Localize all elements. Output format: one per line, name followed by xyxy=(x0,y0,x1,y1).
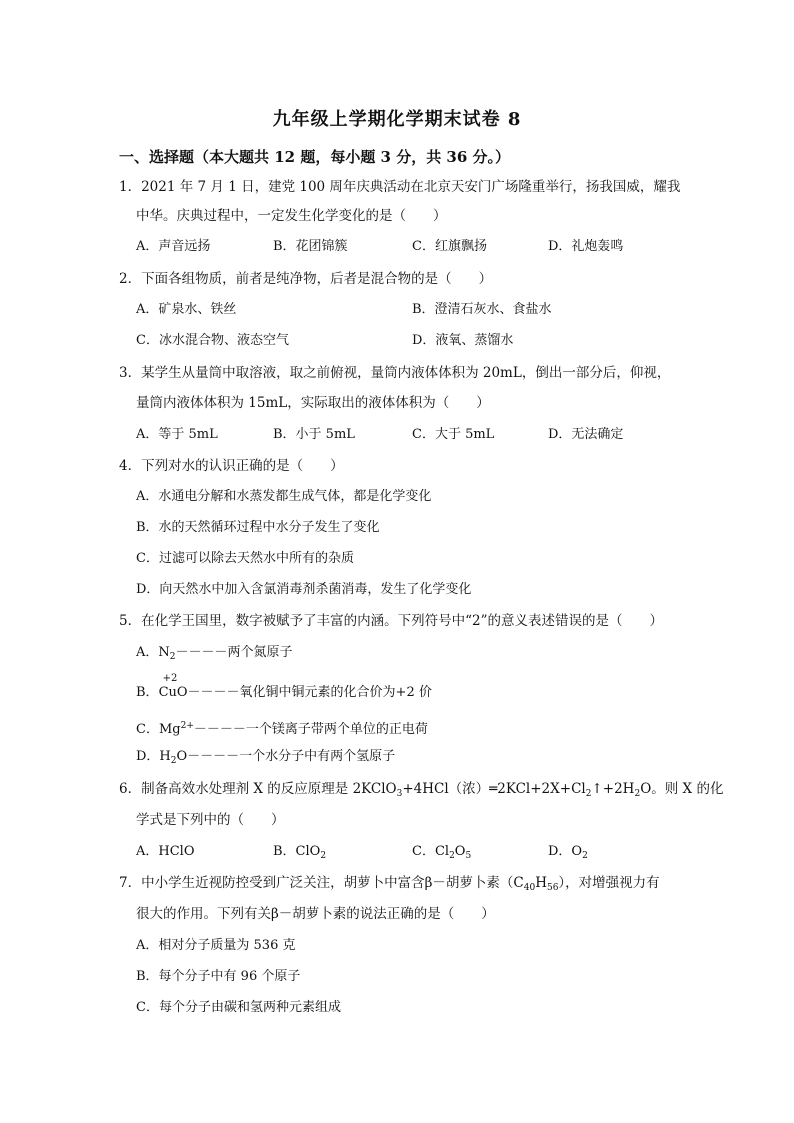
question-4-option-a: A．水通电分解和水蒸发都生成气体，都是化学变化 xyxy=(136,489,432,504)
question-3-option-b: B．小于 5mL xyxy=(273,427,355,442)
question-1-option-b: B．花团锦簇 xyxy=(273,239,348,254)
question-6-option-d: D．$O_2$ xyxy=(548,844,588,861)
question-4-option-d: D．向天然水中加入含氯消毒剂杀菌消毒，发生了化学变化 xyxy=(136,582,472,597)
question-6-line-1: 6．制备高效水处理剂 X 的反应原理是 2KClO$_3$+4HCl（浓）$═2KCl+2X+Cl_2↑+2H_2O$。则 X 的化 xyxy=(119,781,724,799)
question-1-line-2: 中华。庆典过程中，一定发生化学变化的是（ ） xyxy=(136,208,447,224)
question-6-option-b: B．ClO$_2$ xyxy=(273,844,327,861)
question-2-option-c: C．冰水混合物、液态空气 xyxy=(136,333,289,348)
question-3-line-1: 3．某学生从量筒中取溶液，取之前俯视，量筒内液体体积为 20mL，倒出一部分后，仰视， xyxy=(119,365,671,381)
question-5-option-a: A．$N_2----$两个氮原子 xyxy=(136,645,293,662)
question-3-line-2: 量筒内液体体积为 15mL，实际取出的液体体积为（ ） xyxy=(136,395,490,411)
question-3-option-c: C．大于 5mL xyxy=(412,427,495,442)
page-title: 九年级上学期化学期末试卷 8 xyxy=(272,109,522,130)
question-1-option-d: D．礼炮轰鸣 xyxy=(548,239,624,254)
question-5-option-c: C．$Mg^{2+}----$一个镁离子带两个单位的正电荷 xyxy=(136,721,428,737)
question-7-option-a: A．相对分子质量为 536 克 xyxy=(136,938,296,953)
question-1-option-a: A．声音远扬 xyxy=(136,239,211,254)
question-1-option-c: C．红旗飘扬 xyxy=(412,239,487,254)
question-4-option-c: C．过滤可以除去天然水中所有的杂质 xyxy=(136,551,354,566)
question-4-line-1: 4．下列对水的认识正确的是（ ） xyxy=(119,458,344,474)
question-7-line-1: 7．中小学生近视防控受到广泛关注，胡萝卜中富含β－胡萝卜素$(C_{40}H_{56})$，对增强视力有 xyxy=(119,875,660,893)
question-7-option-c: C．每个分子由碳和氢两种元素组成 xyxy=(136,1000,341,1015)
question-4-option-b: B．水的天然循环过程中水分子发生了变化 xyxy=(136,520,380,535)
question-6-line-2: 学式是下列中的（ ） xyxy=(136,812,285,828)
question-3-option-a: A．等于 5mL xyxy=(136,427,218,442)
question-5-option-d: D．$H_2O----$一个水分子中有两个氢原子 xyxy=(136,749,396,766)
question-7-line-2: 很大的作用。下列有关β－胡萝卜素的说法正确的是（ ） xyxy=(136,906,495,922)
question-7-option-b: B．每个分子中有 96 个原子 xyxy=(136,969,301,984)
question-5-line-1: 5．在化学王国里，数字被赋予了丰富的内涵。下列符号中“2”的意义表述错误的是（ ） xyxy=(119,613,663,629)
question-6-option-a: A．HClO xyxy=(136,844,195,859)
section-heading: 一、选择题（本大题共 12 题，每小题 3 分，共 36 分。） xyxy=(119,148,511,166)
question-2-option-b: B．澄清石灰水、食盐水 xyxy=(412,302,552,317)
question-3-option-d: D．无法确定 xyxy=(548,427,624,442)
question-5-option-b: B． +2 CuO－－－－氧化铜中铜元素的化合价为+2 价 xyxy=(136,673,432,700)
question-2-option-a: A．矿泉水、铁丝 xyxy=(136,302,237,317)
question-1-line-1: 1．2021 年 7 月 1 日，建党 100 周年庆典活动在北京天安门广场隆重举行，扬我国威，耀我 xyxy=(119,179,681,195)
question-2-option-d: D．液氧、蒸馏水 xyxy=(412,333,514,348)
question-2-line-1: 2．下面各组物质，前者是纯净物，后者是混合物的是（ ） xyxy=(119,271,493,287)
question-6-option-c: C．$Cl_2O_5$ xyxy=(412,844,472,861)
